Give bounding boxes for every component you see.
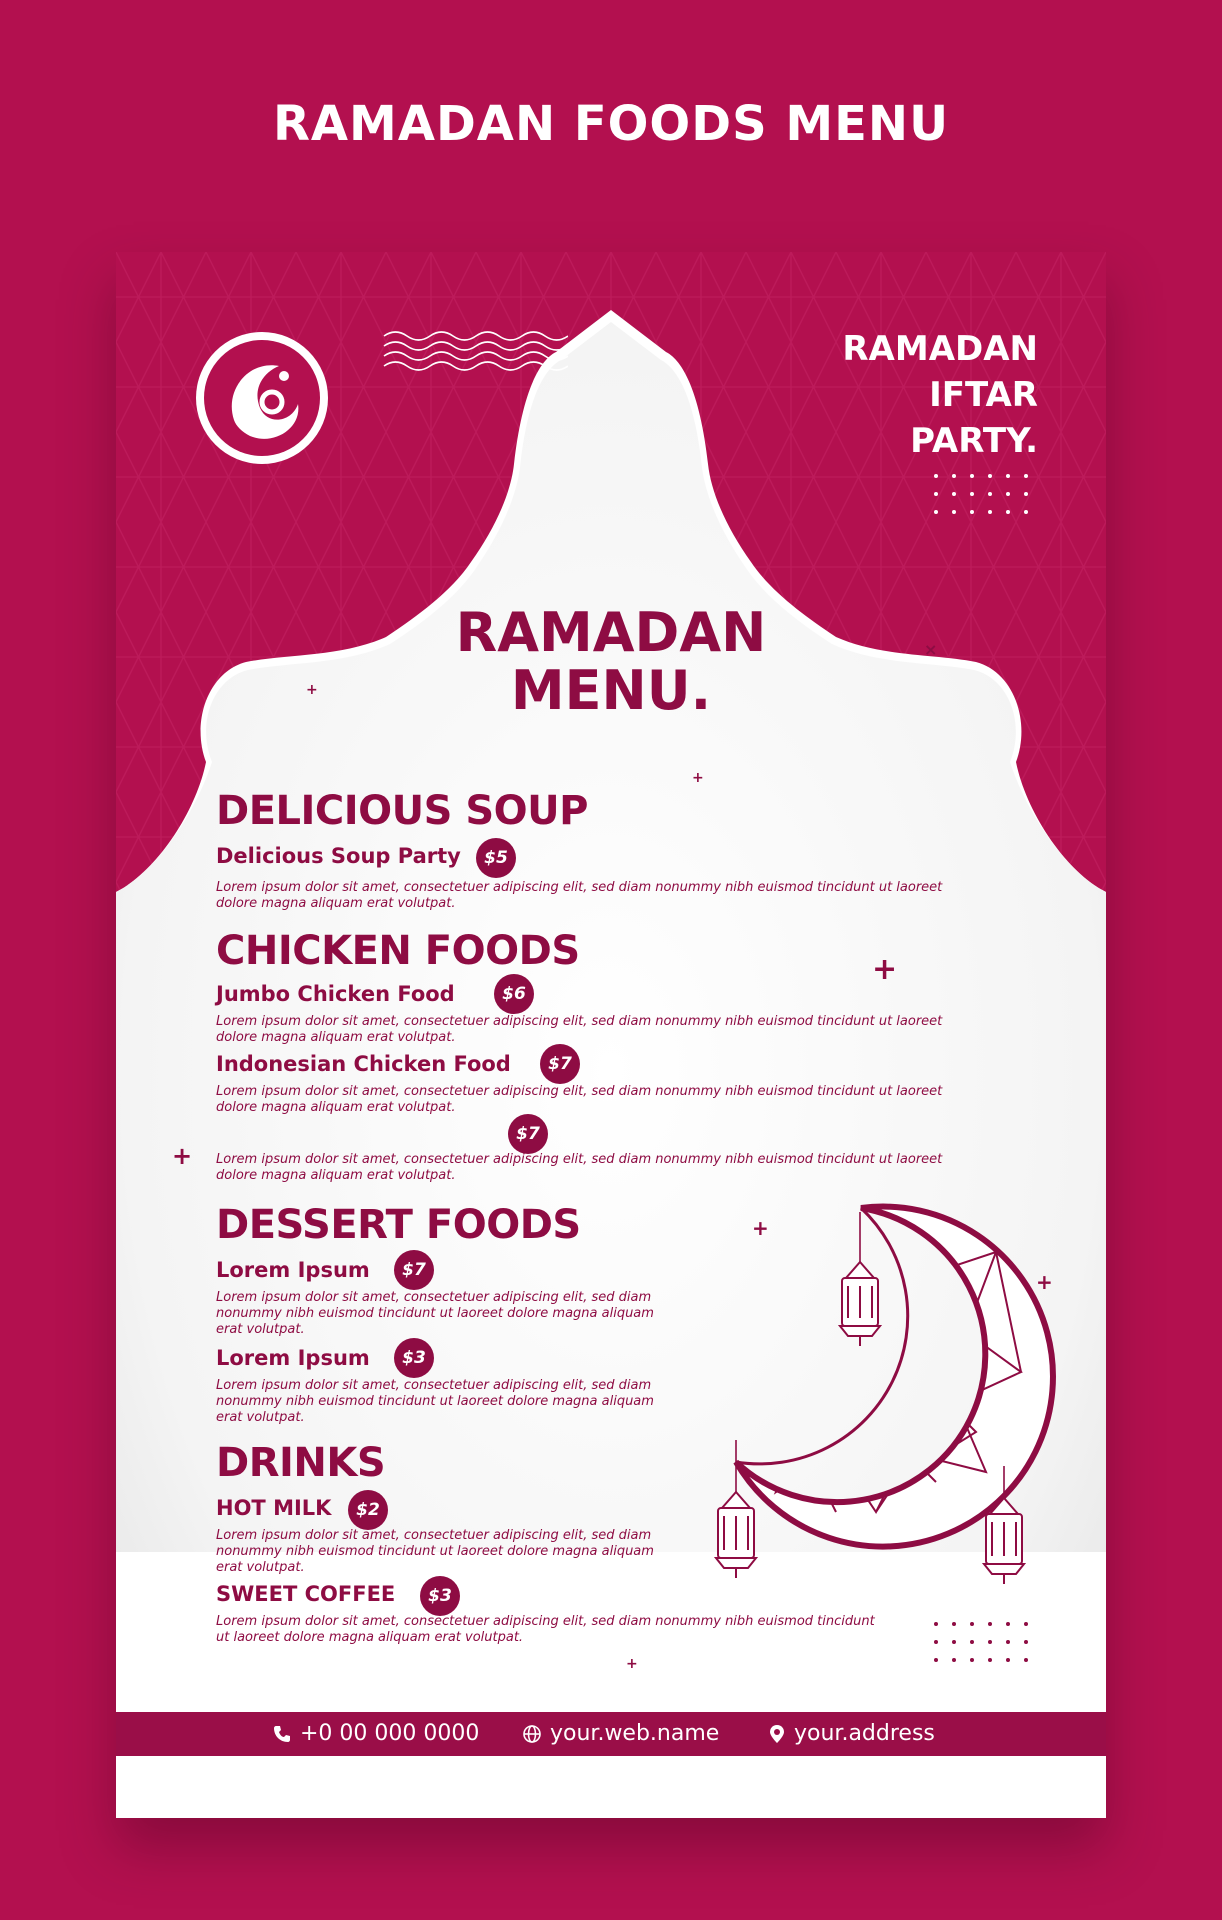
- menu-item-name: HOT MILK: [216, 1496, 332, 1520]
- section-heading-chicken: CHICKEN FOODS: [216, 928, 580, 974]
- menu-item-description: [216, 880, 942, 912]
- lantern-icon: [840, 1262, 880, 1346]
- description-line: Lorem ipsum dolor sit amet, consectetuer adipiscing elit, sed diam nonummy nibh euismod tincidunt ut laoreet: [216, 880, 943, 895]
- contact-footer: [116, 1712, 1106, 1756]
- description-line: ut laoreet dolore magna aliquam erat volutpat.: [216, 1630, 524, 1645]
- sparkle-icon: ×: [924, 640, 938, 659]
- price-badge: $3: [420, 1576, 460, 1616]
- menu-item-name: Indonesian Chicken Food: [216, 1052, 511, 1076]
- footer-web-text: your.web.name: [550, 1721, 720, 1746]
- description-line: nonummy nibh euismod tincidunt ut laoreet dolore magna aliquam: [216, 1544, 654, 1559]
- menu-item-description: [216, 1084, 942, 1116]
- sparkle-icon: +: [306, 682, 318, 698]
- party-line: IFTAR: [929, 375, 1038, 415]
- menu-title-line: MENU.: [510, 659, 712, 722]
- sparkle-icon: +: [172, 1142, 193, 1170]
- globe-icon: [522, 1724, 542, 1744]
- phone-icon: [272, 1724, 292, 1744]
- footer-address-text: your.address: [794, 1721, 935, 1746]
- description-line: erat volutpat.: [216, 1410, 305, 1425]
- menu-item-description: [216, 1290, 654, 1338]
- menu-item-description: [216, 1014, 942, 1046]
- description-line: Lorem ipsum dolor sit amet, consectetuer adipiscing elit, sed diam nonummy nibh euismod tincidunt ut laoreet: [216, 1152, 943, 1167]
- party-line: RAMADAN: [842, 329, 1038, 369]
- sparkle-icon: +: [626, 1656, 638, 1672]
- sparkle-icon: +: [752, 1216, 769, 1240]
- description-line: Lorem ipsum dolor sit amet, consectetuer adipiscing elit, sed diam: [216, 1378, 652, 1393]
- footer-phone[interactable]: [272, 1712, 479, 1756]
- price-badge: $7: [508, 1114, 548, 1154]
- menu-item-description: [216, 1528, 654, 1576]
- menu-item-name: Delicious Soup Party: [216, 844, 461, 868]
- section-heading-drinks: DRINKS: [216, 1440, 386, 1486]
- menu-flyer: [116, 252, 1106, 1818]
- price-badge: $7: [394, 1250, 434, 1290]
- footer-phone-text: +0 00 000 0000: [300, 1721, 480, 1746]
- description-line: Lorem ipsum dolor sit amet, consectetuer adipiscing elit, sed diam: [216, 1290, 652, 1305]
- location-pin-icon: [768, 1724, 786, 1744]
- sparkle-icon: +: [872, 952, 898, 987]
- price-badge: $2: [348, 1490, 388, 1530]
- footer-address[interactable]: [768, 1712, 935, 1756]
- description-line: Lorem ipsum dolor sit amet, consectetuer adipiscing elit, sed diam nonummy nibh euismod tincidunt ut laoreet: [216, 1014, 943, 1029]
- menu-item-description: [216, 1378, 654, 1426]
- description-line: nonummy nibh euismod tincidunt ut laoreet dolore magna aliquam: [216, 1306, 654, 1321]
- page-title: RAMADAN FOODS MENU: [272, 96, 950, 152]
- menu-item-description: [216, 1614, 875, 1646]
- lantern-icon: [716, 1492, 756, 1578]
- party-line: PARTY.: [910, 421, 1038, 461]
- menu-item-name: SWEET COFFEE: [216, 1582, 396, 1606]
- menu-title-line: RAMADAN: [455, 601, 767, 664]
- sparkle-icon: +: [692, 770, 704, 786]
- menu-item-name: Jumbo Chicken Food: [216, 982, 455, 1006]
- description-line: nonummy nibh euismod tincidunt ut laoreet dolore magna aliquam: [216, 1394, 654, 1409]
- section-heading-soup: DELICIOUS SOUP: [216, 788, 588, 834]
- footer-web[interactable]: [522, 1712, 719, 1756]
- description-line: Lorem ipsum dolor sit amet, consectetuer adipiscing elit, sed diam nonummy nibh euismod tincidunt: [216, 1614, 875, 1629]
- menu-item-description: [216, 1152, 942, 1184]
- description-line: Lorem ipsum dolor sit amet, consectetuer adipiscing elit, sed diam nonummy nibh euismod tincidunt ut laoreet: [216, 1084, 943, 1099]
- price-badge: $6: [494, 974, 534, 1014]
- description-line: dolore magna aliquam erat volutpat.: [216, 1168, 456, 1183]
- price-badge: $7: [540, 1044, 580, 1084]
- sparkle-icon: +: [1036, 1270, 1053, 1294]
- section-heading-dessert: DESSERT FOODS: [216, 1202, 581, 1248]
- description-line: Lorem ipsum dolor sit amet, consectetuer adipiscing elit, sed diam: [216, 1528, 652, 1543]
- price-badge: $5: [476, 838, 516, 878]
- description-line: dolore magna aliquam erat volutpat.: [216, 1030, 456, 1045]
- description-line: erat volutpat.: [216, 1322, 305, 1337]
- menu-item-name: Lorem Ipsum: [216, 1258, 370, 1282]
- description-line: erat volutpat.: [216, 1560, 305, 1575]
- menu-item-name: Lorem Ipsum: [216, 1346, 370, 1370]
- description-line: dolore magna aliquam erat volutpat.: [216, 896, 456, 911]
- description-line: dolore magna aliquam erat volutpat.: [216, 1100, 456, 1115]
- price-badge: $3: [394, 1338, 434, 1378]
